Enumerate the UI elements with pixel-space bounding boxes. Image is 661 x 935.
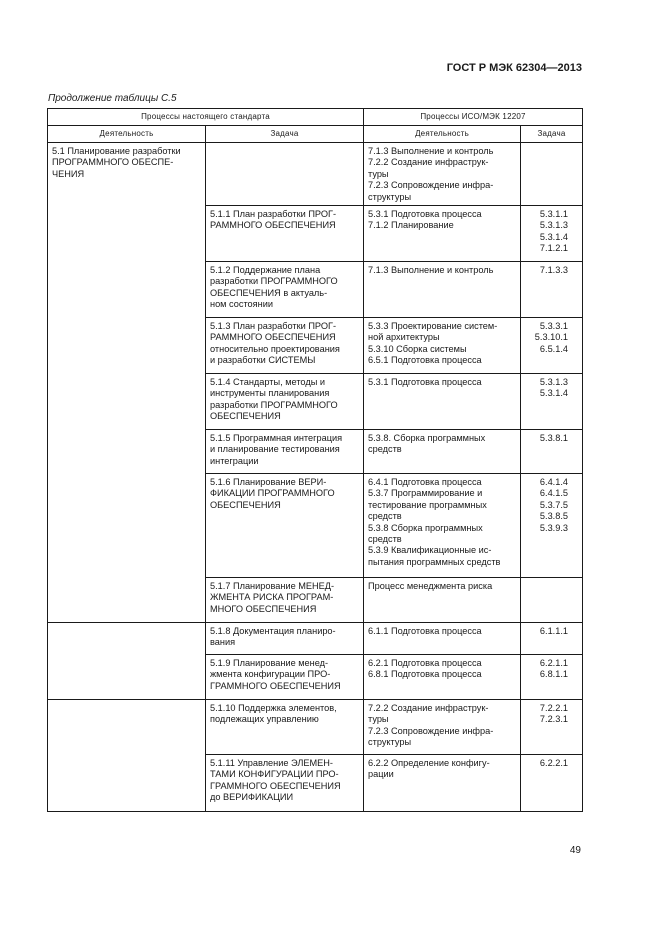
- task-cell: [206, 143, 364, 206]
- column-header-row: [48, 126, 583, 143]
- task-cell: 5.1.2 Поддержание плана разработки ПРОГРАММНОГО ОБЕСПЕЧЕНИЯ в актуаль- ном состоянии: [206, 262, 364, 318]
- activity-cell: [48, 700, 206, 812]
- comparison-table: [47, 108, 583, 812]
- column-header-iso-activity: Деятельность: [364, 126, 521, 143]
- task-cell: 5.1.8 Документация планиро- вания: [206, 623, 364, 655]
- iso-activity-cell: 7.1.3 Выполнение и контроль: [364, 262, 521, 318]
- iso-task-cell: 6.2.2.1: [521, 755, 583, 812]
- iso-activity-cell: 6.2.2 Определение конфигу- рации: [364, 755, 521, 812]
- iso-activity-cell: 5.3.8. Сборка программных средств: [364, 430, 521, 474]
- group-header-iso: Процессы ИСО/МЭК 12207: [364, 109, 583, 126]
- activity-cell: 5.1 Планирование разработки ПРОГРАММНОГО ОБЕСПЕ- ЧЕНИЯ: [48, 143, 206, 623]
- iso-task-cell: [521, 578, 583, 623]
- iso-task-cell: [521, 143, 583, 206]
- iso-task-cell: 5.3.1.3 5.3.1.4: [521, 374, 583, 430]
- column-header-task: Задача: [206, 126, 364, 143]
- task-cell: 5.1.10 Поддержка элементов, подлежащих управлению: [206, 700, 364, 755]
- standard-designation: ГОСТ Р МЭК 62304—2013: [446, 62, 582, 74]
- task-cell: 5.1.7 Планирование МЕНЕД- ЖМЕНТА РИСКА ПРОГРАМ- МНОГО ОБЕСПЕЧЕНИЯ: [206, 578, 364, 623]
- column-header-activity: Деятельность: [48, 126, 206, 143]
- iso-activity-cell: 7.2.2 Создание инфраструк- туры 7.2.3 Сопровождение инфра- структуры: [364, 700, 521, 755]
- iso-task-cell: 6.4.1.4 6.4.1.5 5.3.7.5 5.3.8.5 5.3.9.3: [521, 474, 583, 578]
- activity-cell: [48, 623, 206, 700]
- table-row: [48, 623, 583, 655]
- iso-task-cell: 5.3.3.1 5.3.10.1 6.5.1.4: [521, 318, 583, 374]
- task-cell: 5.1.4 Стандарты, методы и инструменты планирования разработки ПРОГРАММНОГО ОБЕСПЕЧЕНИЯ: [206, 374, 364, 430]
- iso-activity-cell: 5.3.1 Подготовка процесса: [364, 374, 521, 430]
- page-number: 49: [569, 845, 581, 856]
- task-cell: 5.1.6 Планирование ВЕРИ- ФИКАЦИИ ПРОГРАММНОГО ОБЕСПЕЧЕНИЯ: [206, 474, 364, 578]
- iso-task-cell: 6.1.1.1: [521, 623, 583, 655]
- task-cell: 5.1.9 Планирование менед- жмента конфигурации ПРО- ГРАММНОГО ОБЕСПЕЧЕНИЯ: [206, 655, 364, 700]
- iso-task-cell: 7.2.2.1 7.2.3.1: [521, 700, 583, 755]
- iso-activity-cell: 5.3.1 Подготовка процесса 7.1.2 Планирование: [364, 206, 521, 262]
- task-cell: 5.1.3 План разработки ПРОГ- РАММНОГО ОБЕСПЕЧЕНИЯ относительно проектирования и разработки СИСТЕМЫ: [206, 318, 364, 374]
- iso-task-cell: 6.2.1.1 6.8.1.1: [521, 655, 583, 700]
- iso-activity-cell: 6.2.1 Подготовка процесса 6.8.1 Подготовка процесса: [364, 655, 521, 700]
- column-header-iso-task: Задача: [521, 126, 583, 143]
- task-cell: 5.1.1 План разработки ПРОГ- РАММНОГО ОБЕСПЕЧЕНИЯ: [206, 206, 364, 262]
- iso-activity-cell: Процесс менеджмента риска: [364, 578, 521, 623]
- table-caption: Продолжение таблицы C.5: [48, 93, 177, 104]
- iso-activity-cell: 5.3.3 Проектирование систем- ной архитектуры 5.3.10 Сборка системы 6.5.1 Подготовка процесса: [364, 318, 521, 374]
- iso-activity-cell: 6.1.1 Подготовка процесса: [364, 623, 521, 655]
- table-row: [48, 143, 583, 206]
- group-header-row: [48, 109, 583, 126]
- task-cell: 5.1.11 Управление ЭЛЕМЕН- ТАМИ КОНФИГУРАЦИИ ПРО- ГРАММНОГО ОБЕСПЕЧЕНИЯ до ВЕРИФИКАЦИИ: [206, 755, 364, 812]
- group-header-standard: Процессы настоящего стандарта: [48, 109, 364, 126]
- table-row: [48, 700, 583, 755]
- iso-task-cell: 5.3.8.1: [521, 430, 583, 474]
- iso-task-cell: 5.3.1.1 5.3.1.3 5.3.1.4 7.1.2.1: [521, 206, 583, 262]
- iso-activity-cell: 7.1.3 Выполнение и контроль 7.2.2 Создание инфраструк- туры 7.2.3 Сопровождение инфра- структуры: [364, 143, 521, 206]
- task-cell: 5.1.5 Программная интеграция и планирование тестирования интеграции: [206, 430, 364, 474]
- iso-task-cell: 7.1.3.3: [521, 262, 583, 318]
- iso-activity-cell: 6.4.1 Подготовка процесса 5.3.7 Программирование и тестирование программных средств 5.3.8 Сборка программных средств 5.3.9 Квалификационные ис- пытания программных средств: [364, 474, 521, 578]
